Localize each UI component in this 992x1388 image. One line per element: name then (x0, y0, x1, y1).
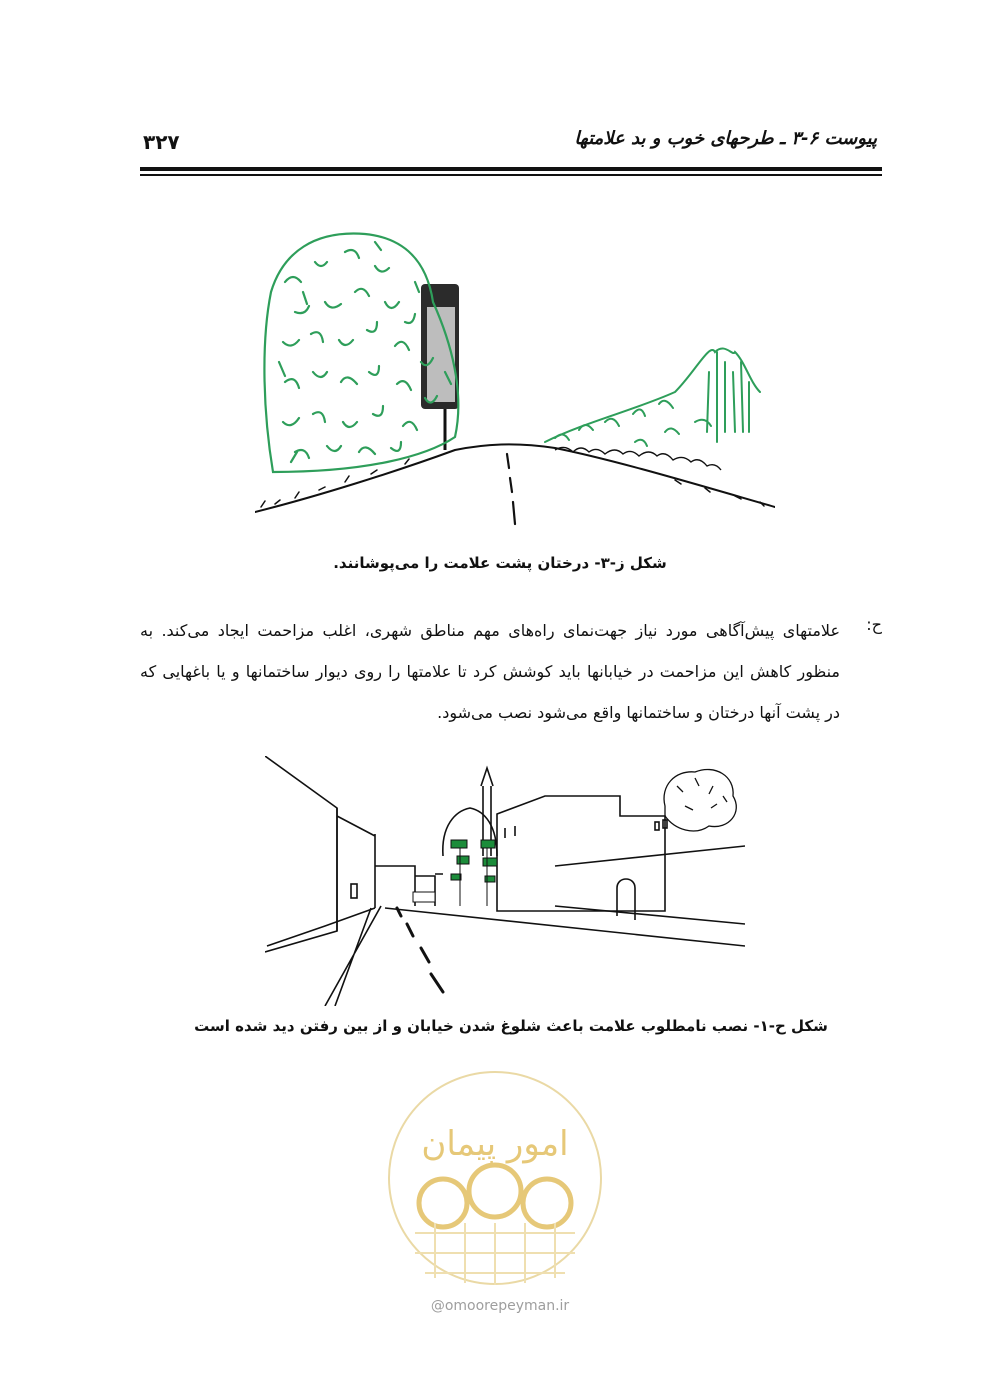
right-shrubs-drawing (555, 447, 721, 470)
figure-1-caption: شکل ز-۳- درختان پشت علامت را می‌پوشانند. (333, 554, 667, 572)
right-trees-drawing (545, 348, 760, 446)
paragraph-marker: ح: (866, 615, 882, 634)
header-rule-thin (140, 174, 882, 176)
body-paragraph (140, 610, 882, 733)
watermark-url: @omoorepeyman.ir (430, 1298, 570, 1314)
figure-trees-hiding-sign (255, 222, 775, 527)
header-rule-thick (140, 167, 882, 171)
road-drawing (255, 444, 775, 524)
street-buildings-drawing (265, 756, 745, 1006)
omoor-peyman-logo (385, 1063, 605, 1295)
street-tree-drawing (664, 769, 736, 830)
running-title: پیوست ۶-۳ ـ طرحهای خوب و بد علامتها (574, 128, 877, 149)
center-dashes-drawing (397, 908, 443, 992)
logo-text: امور پیمان (421, 1124, 569, 1164)
paragraph-text: علامتهای پیش‌آگاهی مورد نیاز جهت‌نمای راه‌های مهم مناطق شهری، اغلب مزاحمت ایجاد می‌کند. به منظور کاهش این مزاحمت در خیابانها باید کوشش کرد تا علامتها را روی دیوار ساختمانها و یا باغهایی که در پشت آنها درختان و ساختمانها واقع می‌شود نصب می‌شود. (140, 621, 840, 722)
figure-2-caption: شکل ح-۱- نصب نامطلوب علامت باعث شلوغ شدن خیابان و از بین رفتن دید شده است (194, 1017, 828, 1035)
page-number: ۳۲۷ (143, 130, 180, 154)
road-sign-drawing (421, 284, 459, 450)
figure-cluttered-street (265, 756, 745, 1006)
green-signs-drawing (413, 840, 497, 906)
